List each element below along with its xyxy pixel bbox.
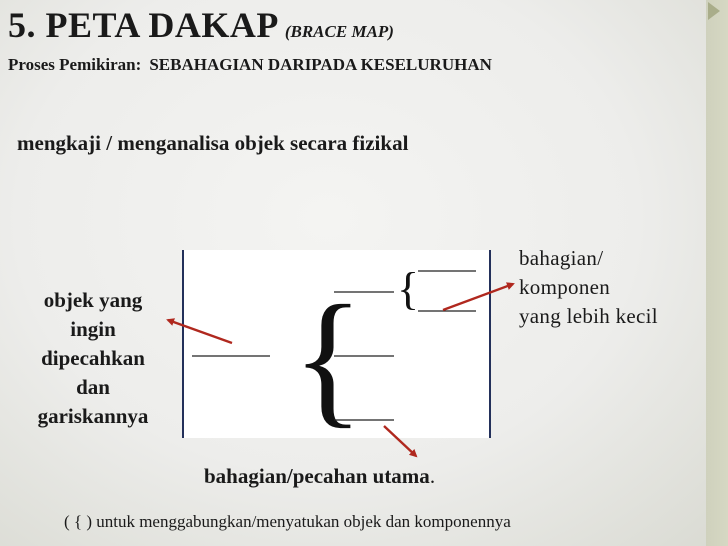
intro-text: mengkaji / menganalisa objek secara fizikal [17,131,409,155]
process-value: SEBAHAGIAN DARIPADA KESELURUHAN [149,55,492,74]
object-label-line: objek yang [43,288,143,312]
arrow-to-subparts-label [443,284,513,310]
main-parts-text: bahagian/pecahan utama [204,464,430,488]
small-brace: { [397,263,420,314]
object-label-line: dan [76,375,110,399]
arrow-to-object-label [168,320,232,343]
object-label-line: gariskannya [37,404,149,428]
subparts-label-line: yang lebih kecil [519,304,658,328]
object-label-line: ingin [70,317,116,341]
arrow-to-main-parts-label [384,426,416,456]
title-subtitle: (BRACE MAP) [284,22,394,41]
subparts-label-line: bahagian/ [519,246,604,270]
process-label: Proses Pemikiran: [8,55,142,74]
subparts-label-line: komponen [519,275,611,299]
object-label-line: dipecahkan [41,346,145,370]
title-main: 5. PETA DAKAP [8,5,279,45]
big-brace: { [292,275,364,441]
main-parts-suffix: . [429,464,436,488]
footnote: ( { ) untuk menggabungkan/menyatukan objek dan komponennya [64,512,511,531]
